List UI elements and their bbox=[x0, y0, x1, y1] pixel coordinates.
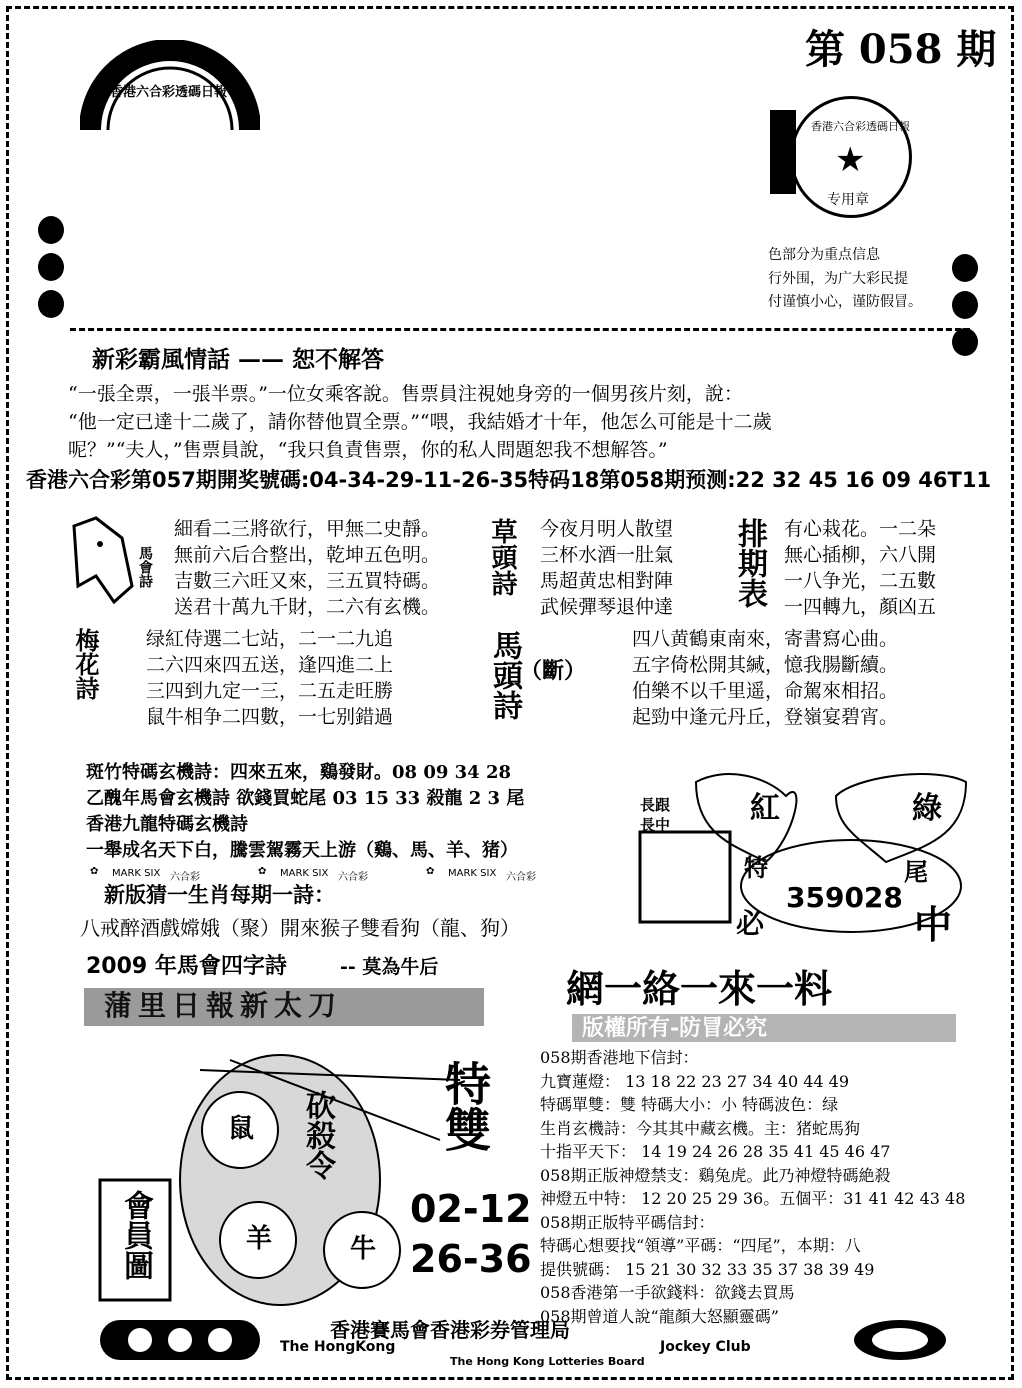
grass-poem-label: 草頭詩 bbox=[487, 518, 517, 596]
lucky-te: 特 bbox=[744, 853, 768, 882]
horse-poem-label: 馬會詩 bbox=[137, 546, 153, 588]
lucky-block bbox=[636, 766, 986, 946]
marksix-text: MARK SIX bbox=[280, 868, 329, 879]
poem-line: 馬超黄忠相對陣 bbox=[540, 570, 674, 592]
stamp-block bbox=[770, 110, 796, 194]
lucky-red: 紅 bbox=[750, 791, 780, 826]
footer-left: The HongKong bbox=[280, 1339, 396, 1355]
notice-block bbox=[768, 244, 922, 315]
kill-te-shuang: 特雙 bbox=[438, 1060, 492, 1152]
net-info-line: 058香港第一手欲錢料：欲錢去買馬 bbox=[540, 1283, 795, 1302]
kill-shu: 鼠 bbox=[228, 1114, 255, 1144]
grey-banner-text: 蒲里日報新太刀 bbox=[104, 989, 343, 1022]
poem-line: 細看二三將欲行，甲無二史靜。 bbox=[174, 518, 441, 540]
header-logo bbox=[80, 40, 260, 130]
kill-chart bbox=[80, 1040, 530, 1310]
kill-nums-1: 02-12 bbox=[410, 1187, 532, 1231]
poem-line: 二六四來四五送，逢四進二上 bbox=[146, 654, 394, 676]
lucky-number: 359028 bbox=[786, 881, 903, 914]
lucky-side-bottom: 長中 bbox=[640, 816, 671, 834]
poem-line: 绿紅侍選二七站，二一二九追 bbox=[146, 628, 394, 650]
marksix-text: MARK SIX bbox=[112, 868, 161, 879]
issue-number: 第 058 期 bbox=[805, 26, 997, 73]
notice-line: 付谨慎小心，谨防假冒。 bbox=[768, 294, 922, 310]
lucky-zhong: 中 bbox=[914, 902, 953, 947]
kill-nums-2: 26-36 bbox=[410, 1237, 532, 1281]
official-stamp bbox=[790, 96, 912, 218]
poem-line: 無心插柳，六八開 bbox=[784, 544, 937, 566]
notice-line: 色部分为重点信息 bbox=[768, 247, 880, 263]
net-info-line: 058期正版特平碼信封： bbox=[540, 1212, 715, 1232]
net-info-line: 058期正版神燈禁支：鷄兔虎。此乃神燈特碼絶殺 bbox=[540, 1165, 891, 1185]
poem-line: 五字倚松開其緘，憶我腸斷續。 bbox=[632, 654, 899, 676]
stamp-label: 专用章 bbox=[827, 192, 869, 208]
rank-table bbox=[784, 516, 936, 620]
grass-poem bbox=[540, 516, 673, 620]
poem-line: 三四到九定一三，二五走旺勝 bbox=[146, 680, 394, 702]
footer-banner bbox=[100, 1318, 950, 1372]
plum-poem-label: 梅花詩 bbox=[71, 628, 100, 700]
poem-line: 一四轉九，顏凶五 bbox=[784, 596, 937, 618]
poem-line: 有心栽花。一二朵 bbox=[784, 518, 937, 540]
net-info-line: 生肖玄機詩：今其其中藏玄機。主：猪蛇馬狗 bbox=[540, 1118, 861, 1138]
rank-table-label: 排期表 bbox=[732, 518, 767, 608]
footer-sub: The Hong Kong Lotteries Board bbox=[450, 1355, 645, 1368]
horsehead-poem bbox=[632, 626, 898, 730]
net-info-line: 神燈五中特： 12 20 25 29 36。五個平：31 41 42 43 48 bbox=[540, 1189, 966, 1208]
net-info-line: 提供號碼： 15 21 30 32 33 35 37 38 39 49 bbox=[540, 1259, 875, 1279]
mystic-line: 香港九龍特碼玄機詩 bbox=[86, 814, 248, 835]
footer-title: 香港賽馬會香港彩券管理局 bbox=[330, 1318, 570, 1342]
horse-icon bbox=[66, 516, 136, 606]
poem-line: 三杯水酒一肚氣 bbox=[540, 544, 674, 566]
horsehead-poem-label: 馬頭詩 bbox=[487, 630, 522, 720]
lucky-green: 綠 bbox=[912, 791, 942, 826]
coin-icon bbox=[950, 250, 980, 360]
lucky-bi: 必 bbox=[736, 907, 765, 940]
year-poem-note: -- 莫為牛后 bbox=[340, 956, 439, 978]
marksix-logo-icon: ✿ bbox=[426, 866, 435, 877]
net-subtitle: 版權所有-防冒必究 bbox=[582, 1015, 768, 1041]
lucky-wei: 尾 bbox=[904, 857, 928, 886]
marksix-logo-icon: ✿ bbox=[90, 866, 99, 877]
net-info-line: 特碼單雙：雙 特碼大小：小 特碼波色：绿 bbox=[540, 1095, 839, 1114]
mystic-line: 乙醜年馬會玄機詩 欲錢買蛇尾 03 15 33 殺龍 2 3 尾 bbox=[86, 788, 525, 809]
plum-poem bbox=[146, 626, 393, 730]
poem-line: 鼠牛相争二四數，一七别錯過 bbox=[146, 706, 394, 728]
year-poem-title: 2009 年馬會四字詩 bbox=[86, 954, 287, 979]
poem-line: 送君十萬九千財，二六有玄機。 bbox=[174, 596, 441, 618]
result-line: 香港六合彩第057期開奖號碼:04-34-29-11-26-35特码18第058期预测:22 32 45 16 09 46T11 bbox=[26, 468, 992, 492]
horsehead-poem-note: （斷） bbox=[520, 658, 587, 684]
stamp-arc-text: 香港六合彩透碼日報 bbox=[811, 120, 910, 133]
net-info-line: 058期曾道人說“龍顏大怒顯靈碼” bbox=[540, 1306, 779, 1326]
marksix-text: 六合彩 bbox=[506, 872, 536, 883]
net-info-line: 特碼心想要找“領導”平碼：“四尾”，本期：八 bbox=[540, 1236, 861, 1255]
poem-line: 一八争光，二五數 bbox=[784, 570, 937, 592]
poem-line: 起勁中逢元丹丘，登嶺宴碧宵。 bbox=[632, 706, 899, 728]
marksix-text: 六合彩 bbox=[170, 872, 200, 883]
poem-line: 吉數三六旺又來，三五買特碼。 bbox=[174, 570, 441, 592]
kill-tu: 會員圖 bbox=[118, 1190, 153, 1280]
story-body bbox=[68, 380, 772, 464]
new-poem-title: 新版猜一生肖每期一詩： bbox=[104, 882, 335, 907]
story-title: 新彩霸風情話 —— 恕不解答 bbox=[92, 346, 385, 373]
kill-niu: 牛 bbox=[350, 1234, 377, 1264]
net-info-line: 058期香港地下信封： bbox=[540, 1048, 699, 1067]
net-info-line: 九寶蓮燈： 13 18 22 23 27 34 40 44 49 bbox=[540, 1071, 850, 1091]
poem-line: 伯樂不以千里遥，命駕來相招。 bbox=[632, 680, 899, 702]
mystic-line: 斑竹特碼玄機詩：四來五來，鷄發財。08 09 34 28 bbox=[86, 762, 511, 783]
coin-decor-left bbox=[36, 212, 66, 322]
net-subtitle-banner bbox=[572, 1014, 956, 1042]
lucky-side-top: 長跟 bbox=[640, 796, 671, 814]
marksix-text: MARK SIX bbox=[448, 868, 497, 879]
poem-line: 武候彈琴退仲達 bbox=[540, 596, 674, 618]
poem-line: 今夜月明人散望 bbox=[540, 518, 674, 540]
horse-poem bbox=[174, 516, 440, 620]
marksix-strip bbox=[90, 866, 590, 882]
coin-icon bbox=[36, 212, 66, 322]
net-title: 網一絡一來一料 bbox=[566, 966, 833, 1011]
logo-arc-text: 香港六合彩透碼日報 bbox=[110, 85, 228, 100]
kill-yang: 羊 bbox=[246, 1224, 273, 1254]
net-info-line: 十指平天下： 14 19 24 26 28 35 41 45 46 47 bbox=[540, 1142, 891, 1161]
marksix-logo-icon: ✿ bbox=[258, 866, 267, 877]
poem-line: 無前六后合整出，乾坤五色明。 bbox=[174, 544, 441, 566]
marksix-text: 六合彩 bbox=[338, 872, 368, 883]
mystic-block bbox=[86, 760, 524, 864]
notice-line: 行外围，为广大彩民提 bbox=[768, 270, 908, 287]
new-poem-line: 八戒醉酒戲嫦娥（聚）開來猴子雙看狗（龍、狗） bbox=[80, 916, 520, 940]
story-line: 呢？”“夫人，”售票員說，“我只負責售票，你的私人問題恕我不想解答。” bbox=[68, 439, 668, 461]
stamp-star-icon: ★ bbox=[835, 140, 866, 180]
story-line: “他一定已達十二歲了，請你替他買全票。”“喂，我結婚才十年，他怎么可能是十二歲 bbox=[68, 411, 772, 433]
coin-decor-right bbox=[950, 250, 980, 360]
kill-title: 砍殺令 bbox=[300, 1090, 335, 1180]
grey-banner bbox=[84, 988, 484, 1026]
story-line: “一張全票，一張半票。”一位女乘客說。售票員注視她身旁的一個男孩片刻，說： bbox=[68, 383, 743, 405]
poem-line: 四八黄鶴東南來，寄書寫心曲。 bbox=[632, 628, 899, 650]
net-info bbox=[540, 1046, 965, 1328]
mystic-line: 一舉成名天下白，騰雲駕霧天上游（鷄、馬、羊、猪） bbox=[86, 840, 518, 861]
footer-right: Jockey Club bbox=[660, 1339, 751, 1355]
